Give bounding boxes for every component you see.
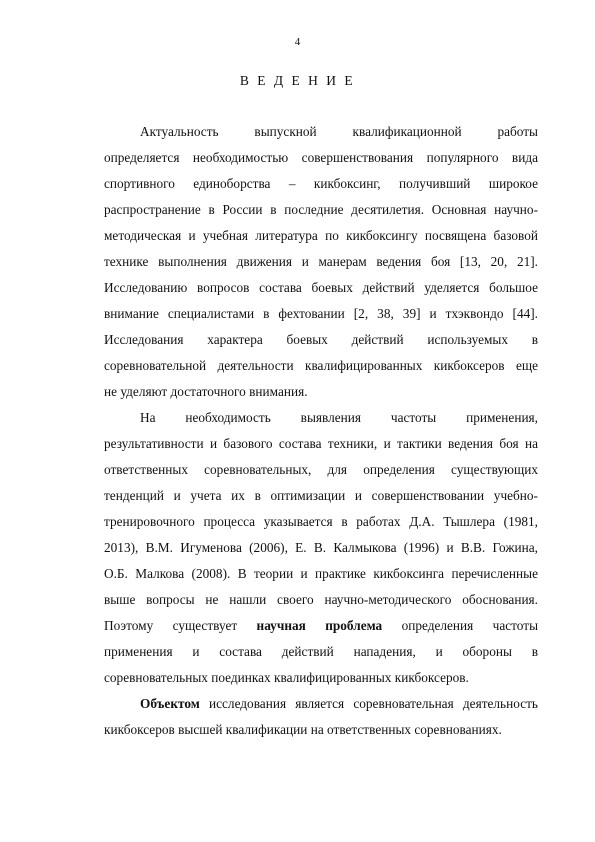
text-line: Актуальность выпускной квалификационной работы xyxy=(140,124,538,139)
line-text: определения частоты xyxy=(401,618,539,633)
text-line: ответственных соревновательных, для определения существующих xyxy=(104,462,538,477)
text-line: тренировочного процесса указывается в работах Д.А. Тышлера (1981, xyxy=(104,514,538,529)
text-line: Исследования характера боевых действий используемых в xyxy=(104,332,538,347)
text-line: тенденций и учета их в оптимизации и совершенствовании учебно- xyxy=(104,488,538,503)
text-line: применения и состава действий нападения, и обороны в xyxy=(104,644,538,659)
line-text: Поэтому существует xyxy=(104,618,238,633)
text-line: методическая и учебная литература по кикбоксингу посвящена базовой xyxy=(104,228,538,243)
line-text: исследования является соревновательная деятельность xyxy=(199,696,538,711)
text-line: соревновательной деятельности квалифицированных кикбоксеров еще xyxy=(104,358,538,373)
text-line: соревновательных поединках квалифицированных кикбоксеров. xyxy=(104,670,469,685)
text-line: На необходимость выявления частоты применения, xyxy=(140,410,538,425)
text-line: результативности и базового состава техники, и тактики ведения боя на xyxy=(104,436,538,451)
text-line: выше вопросы не нашли своего научно-методического обоснования. xyxy=(104,592,538,607)
text-line: 2013), В.М. Игуменова (2006), Е. В. Калмыкова (1996) и В.В. Гожина, xyxy=(104,540,538,555)
text-line: технике выполнения движения и манерам ведения боя [13, 20, 21]. xyxy=(104,254,538,269)
text-line: Исследованию вопросов состава боевых действий уделяется большое xyxy=(104,280,538,295)
highlighted-term: научная проблема xyxy=(256,618,383,633)
text-line: кикбоксеров высшей квалификации на ответственных соревнованиях. xyxy=(104,722,502,737)
text-line: внимание специалистами в фехтовании [2, 38, 39] и тхэквондо [44]. xyxy=(104,306,538,321)
text-line xyxy=(140,695,538,713)
text-line: спортивного единоборства – кикбоксинг, получивший широкое xyxy=(104,176,538,191)
highlighted-term: Объектом xyxy=(140,696,200,711)
text-line: определяется необходимостью совершенствования популярного вида xyxy=(104,150,538,165)
page-title: В Е Д Е Н И Е xyxy=(239,73,356,88)
text-line: не уделяют достаточного внимания. xyxy=(104,384,308,399)
page-number: 4 xyxy=(294,36,301,48)
text-line: О.Б. Малкова (2008). В теории и практике кикбоксинга перечисленные xyxy=(104,566,538,581)
text-line: распространение в России в последние десятилетия. Основная научно- xyxy=(104,202,538,217)
text-line xyxy=(104,617,538,635)
